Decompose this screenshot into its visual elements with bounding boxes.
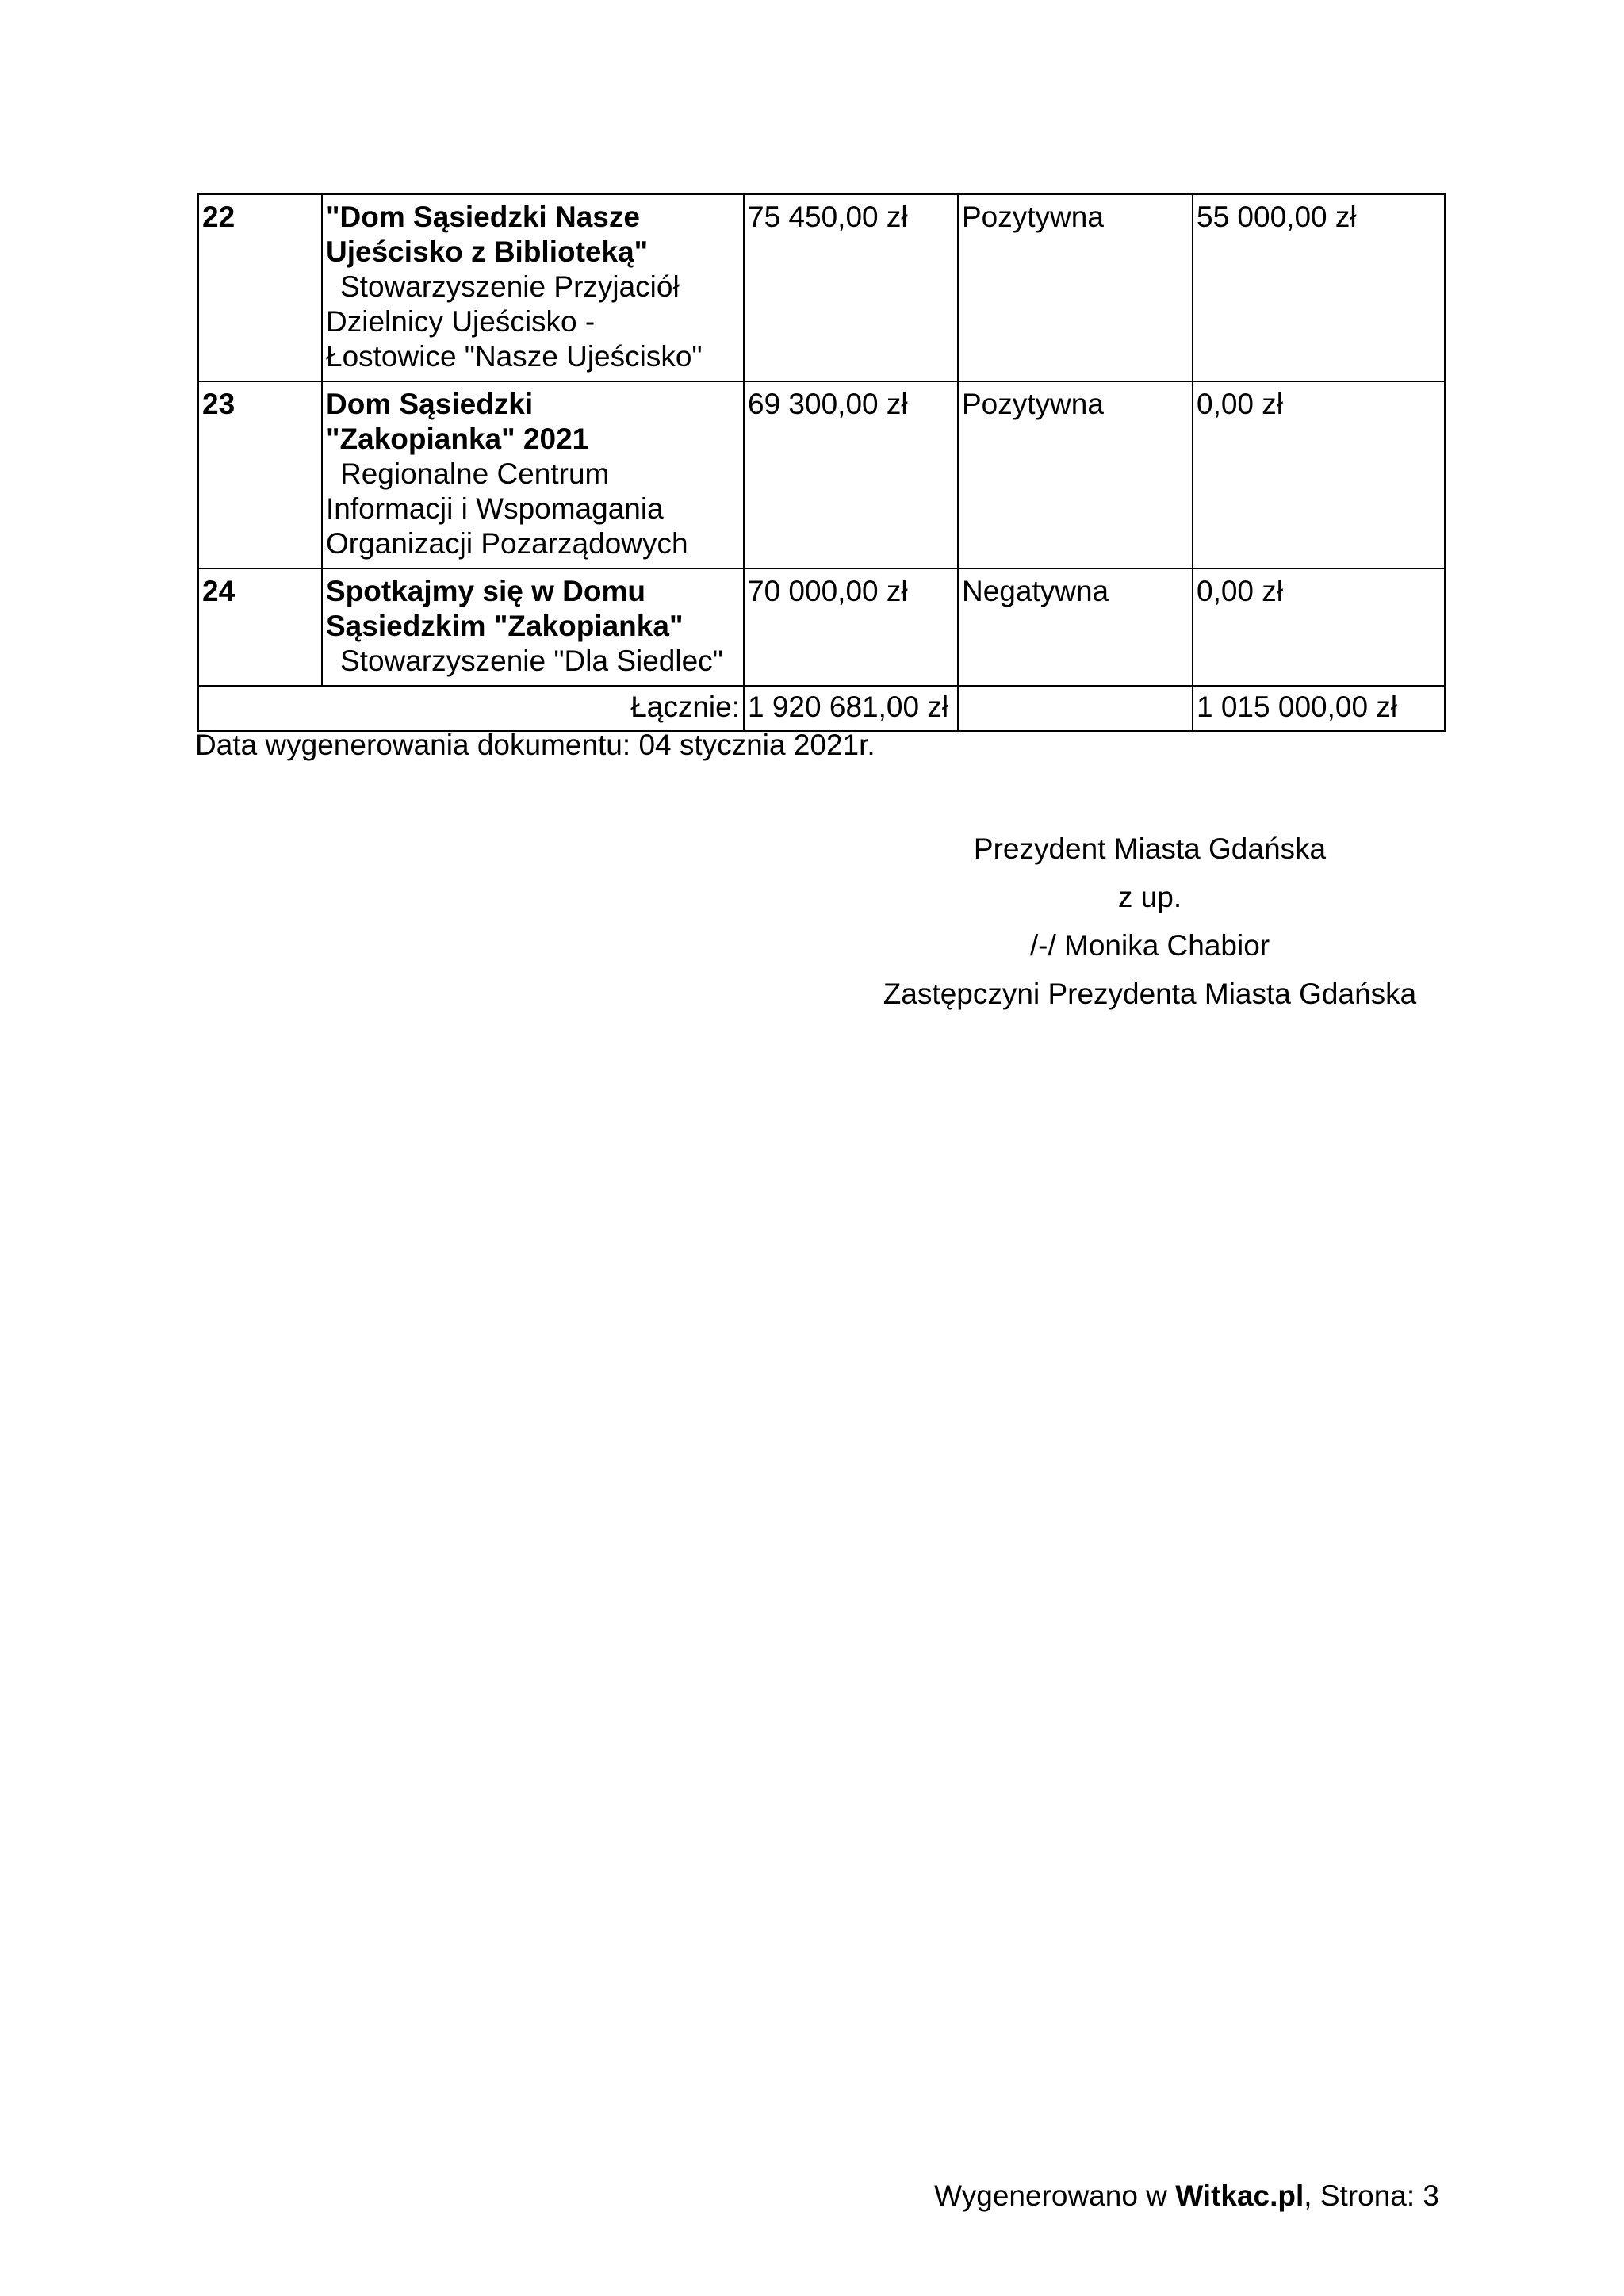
table-row — [198, 381, 1445, 568]
footer-brand: Witkac.pl — [1175, 2179, 1304, 2212]
organization-line: Organizacji Pozarządowych — [326, 527, 688, 560]
total-empty-cell — [958, 686, 1193, 731]
generation-date: Data wygenerowania dokumentu: 04 stycznia 2021r. — [195, 729, 875, 761]
project-title-line: Ujeścisko z Biblioteką" — [326, 235, 649, 268]
evaluation-result: Pozytywna — [958, 381, 1193, 568]
total-granted: 1 015 000,00 zł — [1193, 686, 1445, 731]
evaluation-result: Negatywna — [958, 568, 1193, 686]
signature-line: z up. — [1117, 881, 1182, 913]
results-table — [197, 193, 1446, 732]
signature-line: Prezydent Miasta Gdańska — [973, 832, 1327, 865]
project-cell — [322, 194, 744, 381]
total-row — [198, 686, 1445, 731]
signature-line: /-/ Monika Chabior — [1029, 929, 1270, 962]
organization-line: Dzielnicy Ujeścisko - — [326, 305, 596, 338]
total-requested: 1 920 681,00 zł — [744, 686, 958, 731]
requested-amount: 75 450,00 zł — [744, 194, 958, 381]
project-title-line: Dom Sąsiedzki — [326, 388, 534, 420]
evaluation-result: Pozytywna — [958, 194, 1193, 381]
table-row — [198, 194, 1445, 381]
granted-amount: 55 000,00 zł — [1193, 194, 1445, 381]
footer-page-number: , Strona: 3 — [1304, 2179, 1439, 2212]
granted-amount: 0,00 zł — [1193, 381, 1445, 568]
row-number: 24 — [198, 568, 322, 686]
requested-amount: 69 300,00 zł — [744, 381, 958, 568]
project-title-line: "Dom Sąsiedzki Nasze — [326, 201, 640, 233]
table-row — [198, 568, 1445, 686]
project-cell — [322, 381, 744, 568]
project-title-line: Spotkajmy się w Domu — [326, 575, 645, 607]
project-cell — [322, 568, 744, 686]
project-title-line: Sąsiedzkim "Zakopianka" — [326, 610, 684, 642]
page-footer — [934, 2179, 1439, 2214]
organization-line: Stowarzyszenie "Dla Siedlec" — [340, 645, 723, 677]
project-title-line: "Zakopianka" 2021 — [326, 423, 589, 455]
row-number: 23 — [198, 381, 322, 568]
signature-block — [833, 825, 1467, 1018]
organization-line: Stowarzyszenie Przyjaciół — [340, 270, 680, 303]
signature-line: Zastępczyni Prezydenta Miasta Gdańska — [883, 978, 1417, 1010]
organization-line: Regionalne Centrum — [340, 457, 610, 490]
row-number: 22 — [198, 194, 322, 381]
total-label: Łącznie: — [198, 686, 744, 731]
requested-amount: 70 000,00 zł — [744, 568, 958, 686]
organization-line: Informacji i Wspomagania — [326, 492, 664, 525]
organization-line: Łostowice "Nasze Ujeścisko" — [326, 340, 703, 373]
footer-prefix: Wygenerowano w — [934, 2179, 1176, 2212]
granted-amount: 0,00 zł — [1193, 568, 1445, 686]
